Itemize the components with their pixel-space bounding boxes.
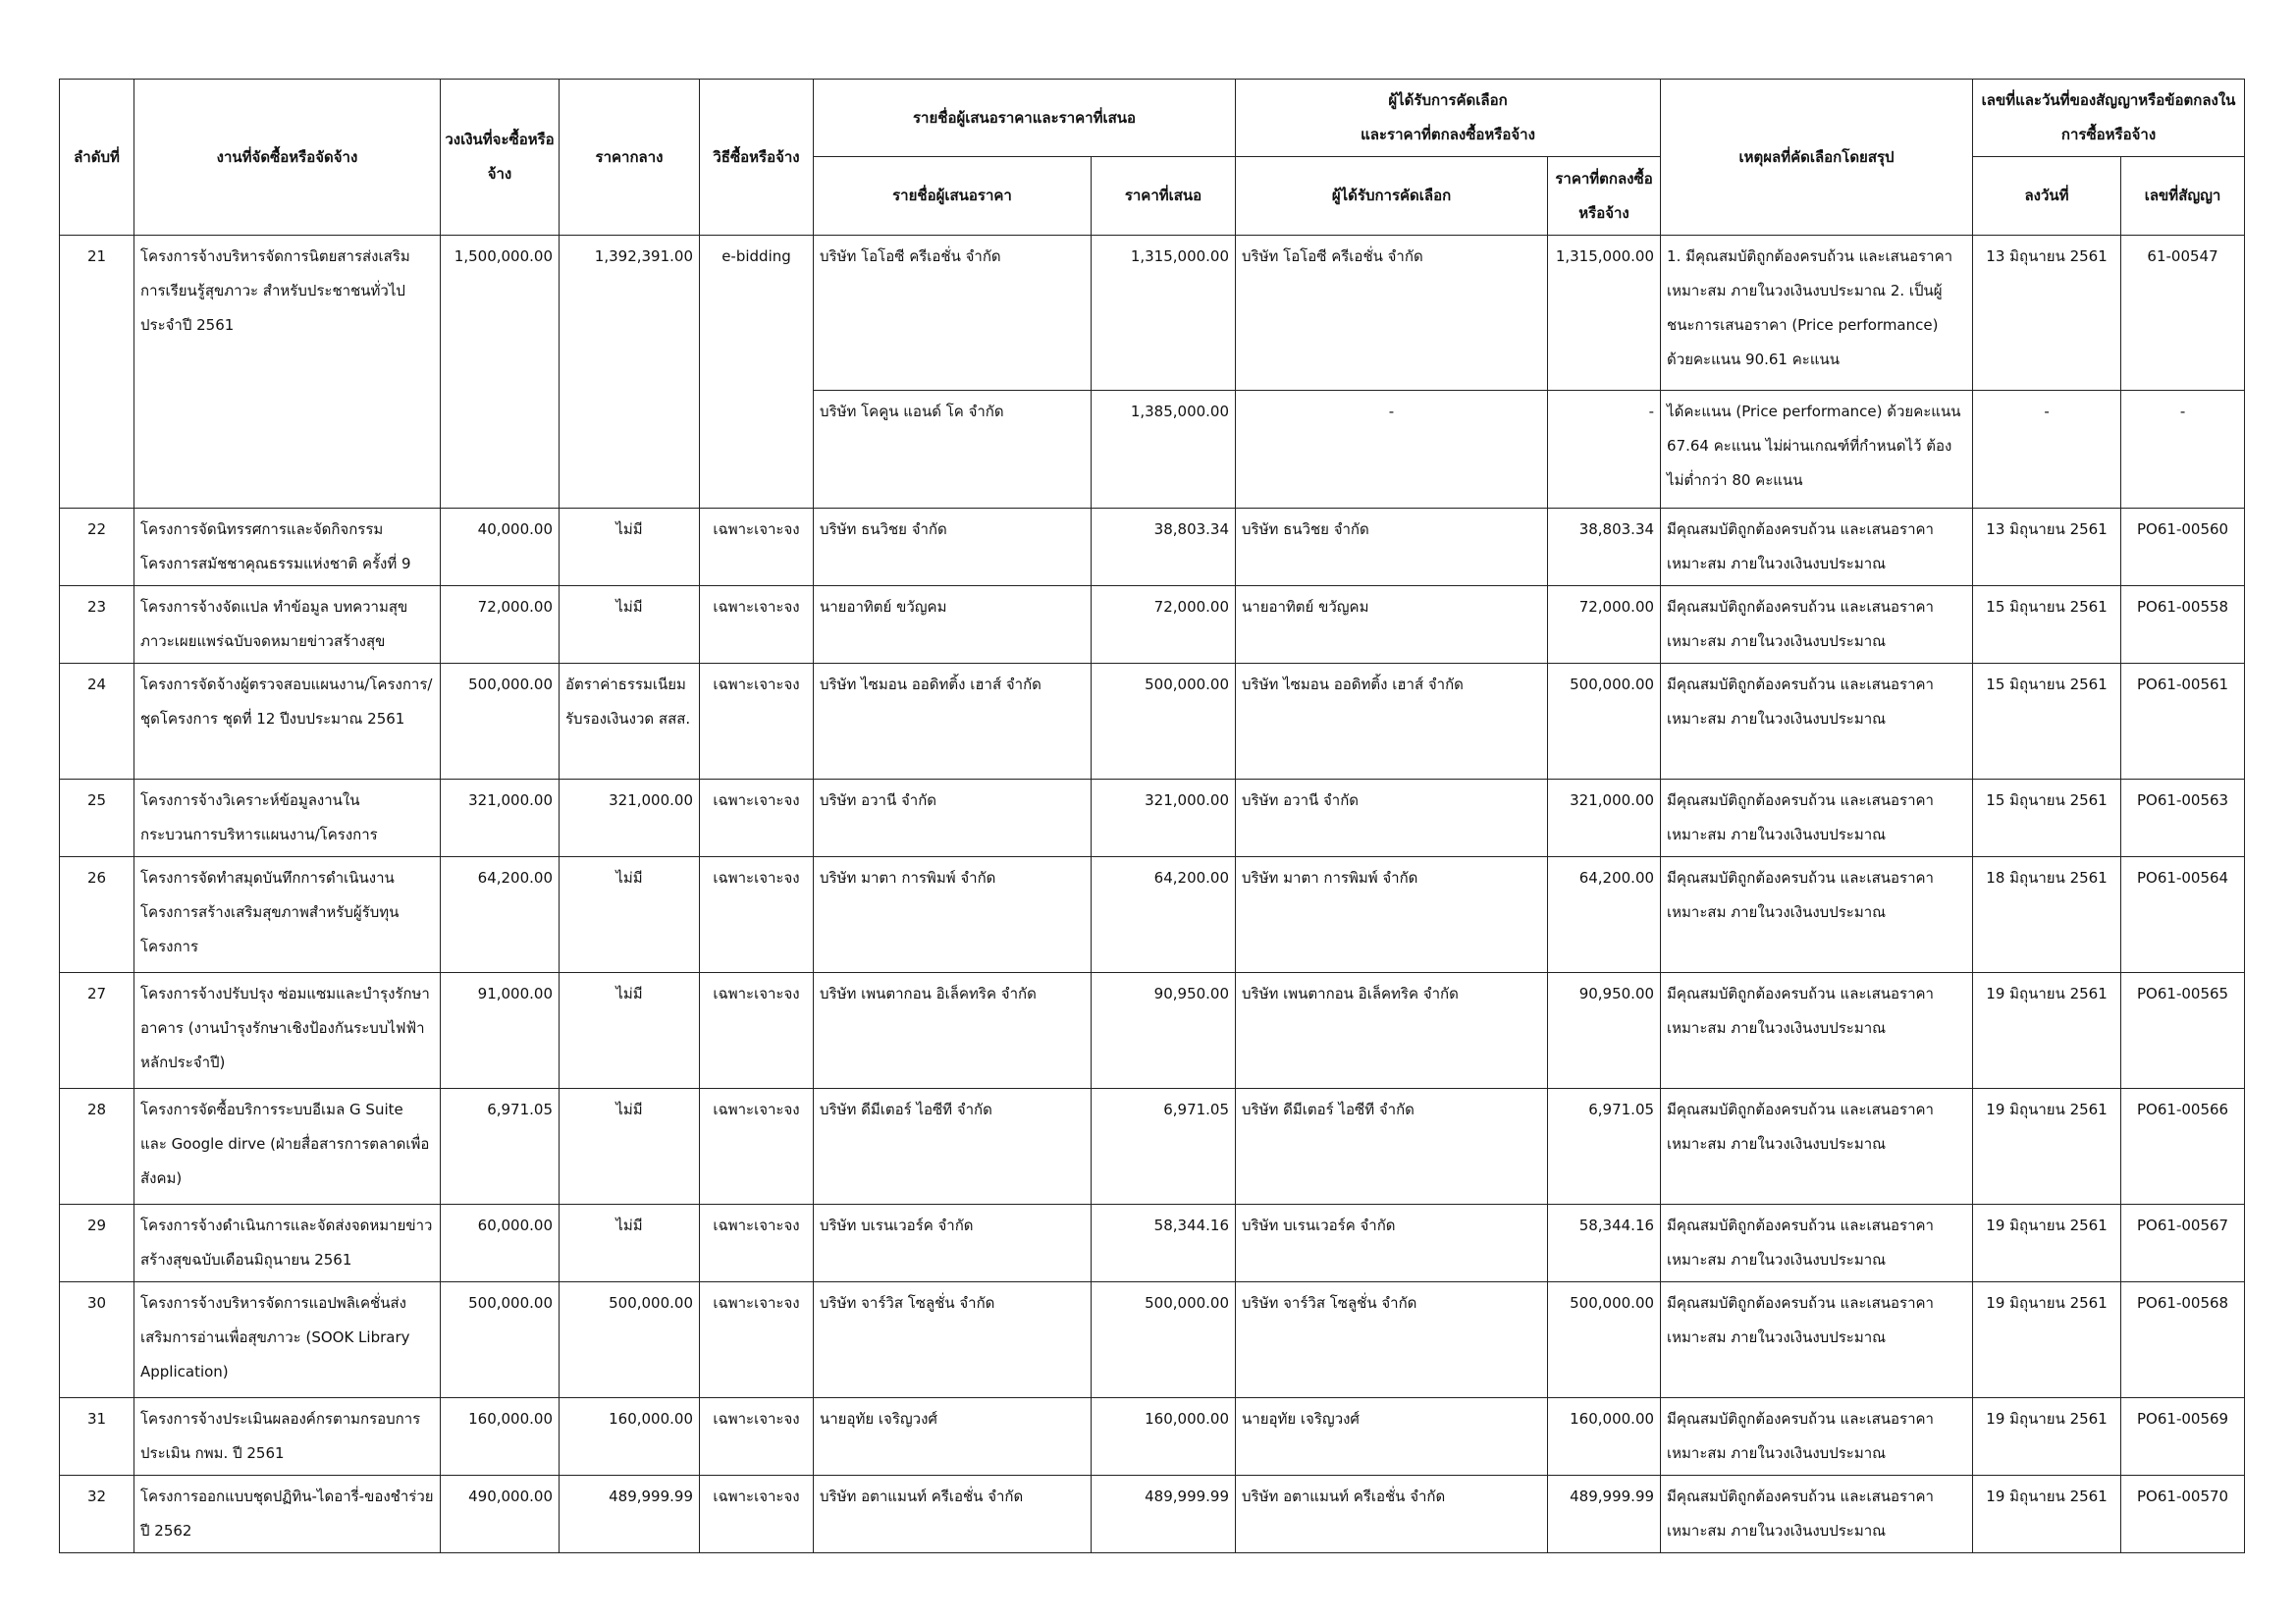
cell-bidder-name: นายอาทิตย์ ขวัญคม xyxy=(814,586,1092,664)
cell-contract-no: PO61-00561 xyxy=(2121,664,2245,780)
cell-reason: มีคุณสมบัติถูกต้องครบถ้วน และเสนอราคาเหมาะสม ภายในวงเงินงบประมาณ xyxy=(1661,586,1973,664)
cell-bid-price: 6,971.05 xyxy=(1092,1089,1236,1205)
cell-date: 15 มิถุนายน 2561 xyxy=(1973,664,2121,780)
cell-contract-no: PO61-00569 xyxy=(2121,1398,2245,1476)
cell-method: เฉพาะเจาะจง xyxy=(700,509,814,586)
cell-project: โครงการจ้างปรับปรุง ซ่อมแซมและบำรุงรักษาอาคาร (งานบำรุงรักษาเชิงป้องกันระบบไฟฟ้าหลักประจำปี) xyxy=(134,973,441,1089)
cell-winner: บริษัท อวานี จำกัด xyxy=(1236,780,1548,857)
cell-agreed-price: 489,999.99 xyxy=(1548,1476,1661,1553)
cell-bidder-name: บริษัท อตาแมนท์ ครีเอชั่น จำกัด xyxy=(814,1476,1092,1553)
cell-median-price: 1,392,391.00 xyxy=(560,236,700,509)
cell-bidder-name: บริษัท อวานี จำกัด xyxy=(814,780,1092,857)
cell-budget: 60,000.00 xyxy=(441,1205,560,1282)
cell-contract-no: PO61-00567 xyxy=(2121,1205,2245,1282)
cell-contract-no: PO61-00564 xyxy=(2121,857,2245,973)
header-reason: เหตุผลที่คัดเลือกโดยสรุป xyxy=(1661,80,1973,236)
cell-bidder-name: บริษัท บเรนเวอร์ค จำกัด xyxy=(814,1205,1092,1282)
cell-winner: บริษัท อตาแมนท์ ครีเอชั่น จำกัด xyxy=(1236,1476,1548,1553)
cell-budget: 160,000.00 xyxy=(441,1398,560,1476)
cell-reason: มีคุณสมบัติถูกต้องครบถ้วน และเสนอราคาเหมาะสม ภายในวงเงินงบประมาณ xyxy=(1661,1476,1973,1553)
cell-bid-price: 38,803.34 xyxy=(1092,509,1236,586)
table-row xyxy=(60,1476,2245,1553)
cell-agreed-price: 321,000.00 xyxy=(1548,780,1661,857)
cell-bidder-name: บริษัท ธนวิชย จำกัด xyxy=(814,509,1092,586)
cell-median-price: ไม่มี xyxy=(560,586,700,664)
cell-median-price: ไม่มี xyxy=(560,509,700,586)
cell-seq: 28 xyxy=(60,1089,134,1205)
cell-seq: 23 xyxy=(60,586,134,664)
header-winner-group xyxy=(1236,80,1661,157)
cell-bid-price: 58,344.16 xyxy=(1092,1205,1236,1282)
cell-method: เฉพาะเจาะจง xyxy=(700,1282,814,1398)
cell-reason: มีคุณสมบัติถูกต้องครบถ้วน และเสนอราคาเหมาะสม ภายในวงเงินงบประมาณ xyxy=(1661,1282,1973,1398)
cell-budget: 64,200.00 xyxy=(441,857,560,973)
cell-date: - xyxy=(1973,391,2121,509)
cell-budget: 500,000.00 xyxy=(441,1282,560,1398)
table-row xyxy=(60,1398,2245,1476)
cell-bid-price: 500,000.00 xyxy=(1092,664,1236,780)
cell-winner: บริษัท เพนตากอน อิเล็คทริค จำกัด xyxy=(1236,973,1548,1089)
cell-budget: 321,000.00 xyxy=(441,780,560,857)
table-row xyxy=(60,780,2245,857)
cell-winner: บริษัท ดีมีเตอร์ ไอซีที จำกัด xyxy=(1236,1089,1548,1205)
cell-project: โครงการจ้างจัดแปล ทำข้อมูล บทความสุขภาวะเผยแพร่ฉบับจดหมายข่าวสร้างสุข xyxy=(134,586,441,664)
cell-date: 15 มิถุนายน 2561 xyxy=(1973,780,2121,857)
cell-agreed-price: 90,950.00 xyxy=(1548,973,1661,1089)
cell-budget: 490,000.00 xyxy=(441,1476,560,1553)
cell-date: 19 มิถุนายน 2561 xyxy=(1973,1398,2121,1476)
cell-budget: 500,000.00 xyxy=(441,664,560,780)
cell-seq: 26 xyxy=(60,857,134,973)
cell-reason: มีคุณสมบัติถูกต้องครบถ้วน และเสนอราคาเหมาะสม ภายในวงเงินงบประมาณ xyxy=(1661,973,1973,1089)
cell-agreed-price: 6,971.05 xyxy=(1548,1089,1661,1205)
cell-reason: 1. มีคุณสมบัติถูกต้องครบถ้วน และเสนอราคาเหมาะสม ภายในวงเงินงบประมาณ 2. เป็นผู้ชนะการเสนอราคา (Price performance) ด้วยคะแนน 90.61 คะแนน xyxy=(1661,236,1973,391)
cell-seq: 25 xyxy=(60,780,134,857)
cell-seq: 24 xyxy=(60,664,134,780)
procurement-table xyxy=(59,79,2245,1553)
cell-bid-price: 1,315,000.00 xyxy=(1092,236,1236,391)
cell-date: 18 มิถุนายน 2561 xyxy=(1973,857,2121,973)
cell-agreed-price: 500,000.00 xyxy=(1548,664,1661,780)
header-bidder-name: รายชื่อผู้เสนอราคา xyxy=(814,157,1092,236)
header-seq: ลำดับที่ xyxy=(60,80,134,236)
cell-contract-no: 61-00547 xyxy=(2121,236,2245,391)
cell-winner: นายอาทิตย์ ขวัญคม xyxy=(1236,586,1548,664)
cell-winner: บริษัท โอโอซี ครีเอชั่น จำกัด xyxy=(1236,236,1548,391)
cell-winner: บริษัท บเรนเวอร์ค จำกัด xyxy=(1236,1205,1548,1282)
cell-project: โครงการจัดทำสมุดบันทึกการดำเนินงาน โครงการสร้างเสริมสุขภาพสำหรับผู้รับทุนโครงการ xyxy=(134,857,441,973)
cell-method: e-bidding xyxy=(700,236,814,509)
cell-bid-price: 500,000.00 xyxy=(1092,1282,1236,1398)
table-row xyxy=(60,509,2245,586)
cell-reason: มีคุณสมบัติถูกต้องครบถ้วน และเสนอราคาเหมาะสม ภายในวงเงินงบประมาณ xyxy=(1661,1205,1973,1282)
cell-median-price: 500,000.00 xyxy=(560,1282,700,1398)
cell-bidder-name: บริษัท มาตา การพิมพ์ จำกัด xyxy=(814,857,1092,973)
cell-date: 13 มิถุนายน 2561 xyxy=(1973,509,2121,586)
cell-project: โครงการจัดซื้อบริการระบบอีเมล G Suite และ Google dirve (ฝ่ายสื่อสารการตลาดเพื่อสังคม) xyxy=(134,1089,441,1205)
cell-method: เฉพาะเจาะจง xyxy=(700,1476,814,1553)
cell-bidder-name: นายอุทัย เจริญวงศ์ xyxy=(814,1398,1092,1476)
cell-project: โครงการออกแบบชุดปฏิทิน-ไดอารี่-ของชำร่วย ปี 2562 xyxy=(134,1476,441,1553)
header-date: ลงวันที่ xyxy=(1973,157,2121,236)
cell-contract-no: PO61-00568 xyxy=(2121,1282,2245,1398)
cell-method: เฉพาะเจาะจง xyxy=(700,973,814,1089)
cell-median-price: 321,000.00 xyxy=(560,780,700,857)
cell-project: โครงการจ้างดำเนินการและจัดส่งจดหมายข่าวสร้างสุขฉบับเดือนมิถุนายน 2561 xyxy=(134,1205,441,1282)
cell-winner: นายอุทัย เจริญวงศ์ xyxy=(1236,1398,1548,1476)
table-row xyxy=(60,1205,2245,1282)
cell-seq: 30 xyxy=(60,1282,134,1398)
cell-agreed-price: 500,000.00 xyxy=(1548,1282,1661,1398)
cell-date: 15 มิถุนายน 2561 xyxy=(1973,586,2121,664)
cell-project: โครงการจ้างวิเคราะห์ข้อมูลงานในกระบวนการบริหารแผนงาน/โครงการ xyxy=(134,780,441,857)
cell-agreed-price: - xyxy=(1548,391,1661,509)
cell-bidder-name: บริษัท เพนตากอน อิเล็คทริค จำกัด xyxy=(814,973,1092,1089)
cell-project: โครงการจัดนิทรรศการและจัดกิจกรรม โครงการสมัชชาคุณธรรมแห่งชาติ ครั้งที่ 9 xyxy=(134,509,441,586)
cell-median-price: ไม่มี xyxy=(560,1205,700,1282)
table-row xyxy=(60,1089,2245,1205)
table-body xyxy=(60,509,2245,1553)
cell-date: 19 มิถุนายน 2561 xyxy=(1973,1089,2121,1205)
cell-contract-no: PO61-00558 xyxy=(2121,586,2245,664)
cell-bid-price: 90,950.00 xyxy=(1092,973,1236,1089)
cell-median-price: 160,000.00 xyxy=(560,1398,700,1476)
cell-project: โครงการจ้างบริหารจัดการนิตยสารส่งเสริมการเรียนรู้สุขภาวะ สำหรับประชาชนทั่วไป ประจำปี 2561 xyxy=(134,236,441,509)
table-row xyxy=(60,664,2245,780)
cell-bid-price: 72,000.00 xyxy=(1092,586,1236,664)
cell-median-price: 489,999.99 xyxy=(560,1476,700,1553)
table-row xyxy=(60,857,2245,973)
cell-budget: 91,000.00 xyxy=(441,973,560,1089)
header-bid-price: ราคาที่เสนอ xyxy=(1092,157,1236,236)
cell-date: 19 มิถุนายน 2561 xyxy=(1973,1476,2121,1553)
cell-winner: บริษัท ธนวิชย จำกัด xyxy=(1236,509,1548,586)
cell-agreed-price: 58,344.16 xyxy=(1548,1205,1661,1282)
cell-contract-no: - xyxy=(2121,391,2245,509)
cell-seq: 32 xyxy=(60,1476,134,1553)
table-row xyxy=(60,586,2245,664)
cell-project: โครงการจ้างบริหารจัดการแอปพลิเคชั่นส่งเสริมการอ่านเพื่อสุขภาวะ (SOOK Library Application) xyxy=(134,1282,441,1398)
header-bidders-group: รายชื่อผู้เสนอราคาและราคาที่เสนอ xyxy=(814,80,1236,157)
cell-bidder-name: บริษัท โอโอซี ครีเอชั่น จำกัด xyxy=(814,236,1092,391)
cell-bid-price: 160,000.00 xyxy=(1092,1398,1236,1476)
header-median-price: ราคากลาง xyxy=(560,80,700,236)
cell-date: 19 มิถุนายน 2561 xyxy=(1973,1205,2121,1282)
cell-date: 13 มิถุนายน 2561 xyxy=(1973,236,2121,391)
cell-agreed-price: 1,315,000.00 xyxy=(1548,236,1661,391)
table-row xyxy=(60,236,2245,391)
cell-seq: 22 xyxy=(60,509,134,586)
cell-bid-price: 1,385,000.00 xyxy=(1092,391,1236,509)
cell-seq: 31 xyxy=(60,1398,134,1476)
cell-method: เฉพาะเจาะจง xyxy=(700,780,814,857)
cell-reason: มีคุณสมบัติถูกต้องครบถ้วน และเสนอราคาเหมาะสม ภายในวงเงินงบประมาณ xyxy=(1661,1089,1973,1205)
cell-date: 19 มิถุนายน 2561 xyxy=(1973,973,2121,1089)
cell-method: เฉพาะเจาะจง xyxy=(700,1205,814,1282)
cell-method: เฉพาะเจาะจง xyxy=(700,586,814,664)
cell-bid-price: 321,000.00 xyxy=(1092,780,1236,857)
cell-median-price: อัตราค่าธรรมเนียมรับรองเงินงวด สสส. xyxy=(560,664,700,780)
header-budget: วงเงินที่จะซื้อหรือจ้าง xyxy=(441,80,560,236)
cell-contract-no: PO61-00565 xyxy=(2121,973,2245,1089)
cell-seq: 27 xyxy=(60,973,134,1089)
cell-method: เฉพาะเจาะจง xyxy=(700,1398,814,1476)
header-winner-group-line2: และราคาที่ตกลงซื้อหรือจ้าง xyxy=(1361,126,1535,143)
cell-median-price: ไม่มี xyxy=(560,857,700,973)
table-row xyxy=(60,973,2245,1089)
cell-project: โครงการจ้างประเมินผลองค์กรตามกรอบการประเมิน กพม. ปี 2561 xyxy=(134,1398,441,1476)
header-project: งานที่จัดซื้อหรือจัดจ้าง xyxy=(134,80,441,236)
cell-reason: มีคุณสมบัติถูกต้องครบถ้วน และเสนอราคาเหมาะสม ภายในวงเงินงบประมาณ xyxy=(1661,857,1973,973)
cell-median-price: ไม่มี xyxy=(560,973,700,1089)
cell-bidder-name: บริษัท จาร์วิส โซลูชั่น จำกัด xyxy=(814,1282,1092,1398)
cell-contract-no: PO61-00566 xyxy=(2121,1089,2245,1205)
cell-project: โครงการจัดจ้างผู้ตรวจสอบแผนงาน/โครงการ/ชุดโครงการ ชุดที่ 12 ปีงบประมาณ 2561 xyxy=(134,664,441,780)
cell-reason: มีคุณสมบัติถูกต้องครบถ้วน และเสนอราคาเหมาะสม ภายในวงเงินงบประมาณ xyxy=(1661,664,1973,780)
cell-bidder-name: บริษัท โคคูน แอนด์ โค จำกัด xyxy=(814,391,1092,509)
cell-winner: บริษัท มาตา การพิมพ์ จำกัด xyxy=(1236,857,1548,973)
cell-median-price: ไม่มี xyxy=(560,1089,700,1205)
cell-agreed-price: 64,200.00 xyxy=(1548,857,1661,973)
cell-agreed-price: 38,803.34 xyxy=(1548,509,1661,586)
header-method: วิธีซื้อหรือจ้าง xyxy=(700,80,814,236)
cell-winner: บริษัท จาร์วิส โซลูชั่น จำกัด xyxy=(1236,1282,1548,1398)
table-row xyxy=(60,1282,2245,1398)
cell-agreed-price: 160,000.00 xyxy=(1548,1398,1661,1476)
cell-winner: - xyxy=(1236,391,1548,509)
header-agreed-price: ราคาที่ตกลงซื้อหรือจ้าง xyxy=(1548,157,1661,236)
cell-bid-price: 489,999.99 xyxy=(1092,1476,1236,1553)
cell-method: เฉพาะเจาะจง xyxy=(700,664,814,780)
cell-bidder-name: บริษัท ไซมอน ออดิทติ้ง เฮาส์ จำกัด xyxy=(814,664,1092,780)
cell-reason: มีคุณสมบัติถูกต้องครบถ้วน และเสนอราคาเหมาะสม ภายในวงเงินงบประมาณ xyxy=(1661,1398,1973,1476)
header-winner: ผู้ได้รับการคัดเลือก xyxy=(1236,157,1548,236)
cell-reason: มีคุณสมบัติถูกต้องครบถ้วน และเสนอราคาเหมาะสม ภายในวงเงินงบประมาณ xyxy=(1661,780,1973,857)
cell-seq: 29 xyxy=(60,1205,134,1282)
header-contract-no: เลขที่สัญญา xyxy=(2121,157,2245,236)
cell-contract-no: PO61-00560 xyxy=(2121,509,2245,586)
cell-seq: 21 xyxy=(60,236,134,509)
cell-reason: ได้คะแนน (Price performance) ด้วยคะแนน 67.64 คะแนน ไม่ผ่านเกณฑ์ที่กำหนดไว้ ต้องไม่ต่ำกว่า 80 คะแนน xyxy=(1661,391,1973,509)
cell-bidder-name: บริษัท ดีมีเตอร์ ไอซีที จำกัด xyxy=(814,1089,1092,1205)
cell-method: เฉพาะเจาะจง xyxy=(700,857,814,973)
cell-bid-price: 64,200.00 xyxy=(1092,857,1236,973)
cell-contract-no: PO61-00563 xyxy=(2121,780,2245,857)
cell-winner: บริษัท ไซมอน ออดิทติ้ง เฮาส์ จำกัด xyxy=(1236,664,1548,780)
cell-contract-no: PO61-00570 xyxy=(2121,1476,2245,1553)
cell-budget: 6,971.05 xyxy=(441,1089,560,1205)
cell-reason: มีคุณสมบัติถูกต้องครบถ้วน และเสนอราคาเหมาะสม ภายในวงเงินงบประมาณ xyxy=(1661,509,1973,586)
cell-budget: 72,000.00 xyxy=(441,586,560,664)
header-contract-group: เลขที่และวันที่ของสัญญาหรือข้อตกลงในการซื้อหรือจ้าง xyxy=(1973,80,2245,157)
cell-agreed-price: 72,000.00 xyxy=(1548,586,1661,664)
cell-method: เฉพาะเจาะจง xyxy=(700,1089,814,1205)
header-winner-group-line1: ผู้ได้รับการคัดเลือก xyxy=(1388,91,1508,109)
cell-budget: 1,500,000.00 xyxy=(441,236,560,509)
cell-date: 19 มิถุนายน 2561 xyxy=(1973,1282,2121,1398)
cell-budget: 40,000.00 xyxy=(441,509,560,586)
